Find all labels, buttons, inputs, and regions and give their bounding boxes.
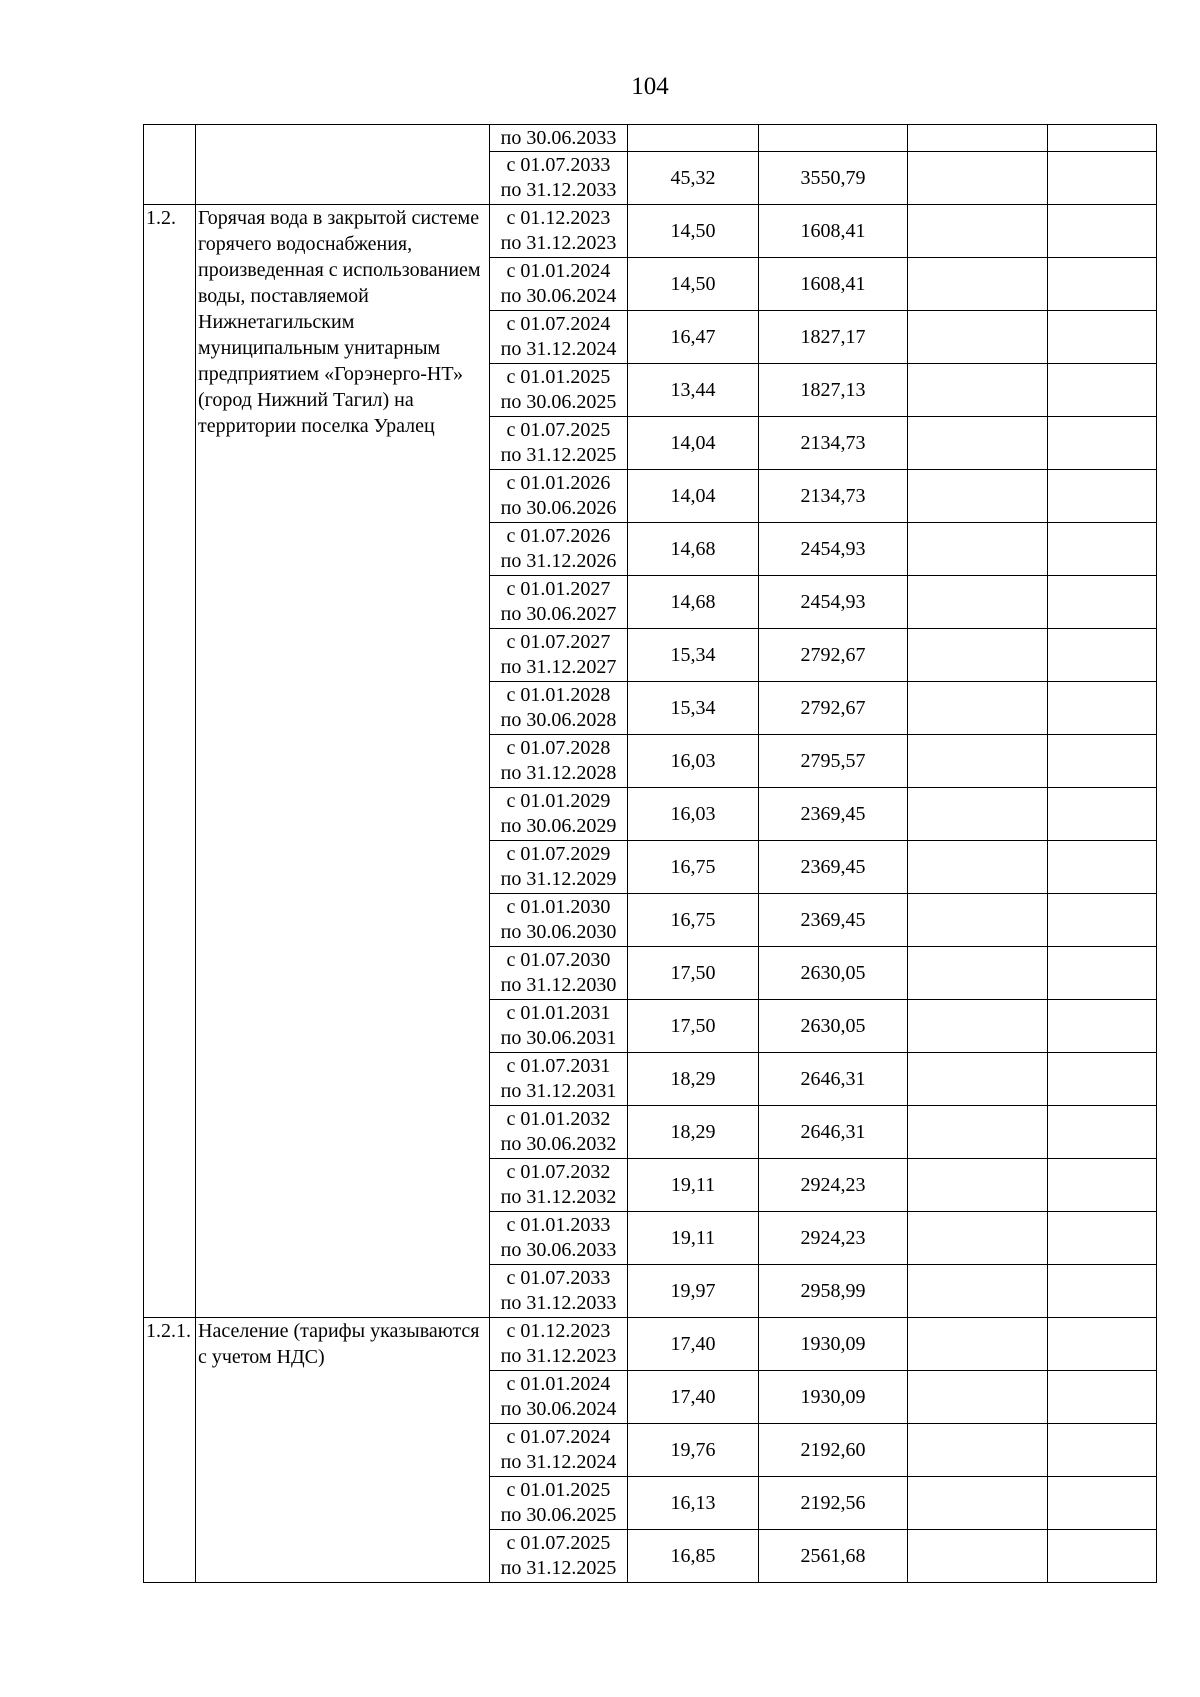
period-cell [490, 841, 628, 894]
period-line: по 30.06.2033 [500, 126, 617, 149]
period-line: по 31.12.2029 [500, 868, 617, 890]
value-cell-2: 2924,23 [759, 1212, 908, 1265]
value-cell-2: 2192,60 [759, 1424, 908, 1477]
empty-cell [1048, 1371, 1157, 1424]
period-cell [490, 417, 628, 470]
period-line: по 31.12.2033 [500, 1292, 617, 1314]
period-cell [490, 894, 628, 947]
period-cell [490, 576, 628, 629]
empty-cell [1048, 788, 1157, 841]
period-line: по 31.12.2033 [500, 179, 617, 201]
empty-cell [908, 205, 1048, 258]
value-cell-1: 16,03 [628, 735, 759, 788]
empty-cell [908, 735, 1048, 788]
period-line: с 01.07.2029 [506, 843, 611, 865]
empty-cell [908, 364, 1048, 417]
empty-cell [908, 894, 1048, 947]
period-line: по 31.12.2023 [500, 1345, 617, 1367]
value-cell-2: 2958,99 [759, 1265, 908, 1318]
period-line: по 31.12.2023 [500, 232, 617, 254]
empty-cell [908, 523, 1048, 576]
empty-cell [1048, 470, 1157, 523]
value-cell-1: 16,47 [628, 311, 759, 364]
period-line: по 31.12.2028 [500, 762, 617, 784]
empty-cell [1048, 523, 1157, 576]
empty-cell [1048, 1000, 1157, 1053]
value-cell-1: 17,50 [628, 947, 759, 1000]
period-line: по 30.06.2029 [500, 815, 617, 837]
period-line: по 30.06.2030 [500, 921, 617, 943]
value-cell-1: 17,40 [628, 1371, 759, 1424]
empty-cell [908, 1371, 1048, 1424]
period-cell [490, 125, 628, 152]
period-cell [490, 205, 628, 258]
value-cell-2: 2369,45 [759, 788, 908, 841]
item-name: Горячая вода в закрытой системе горячего водоснабжения, произведенная с использованием воды, поставляемой Нижнетагильским муниципальным унитарным предприятием «Горэнерго-НТ» (город Нижний Тагил) на территории поселка Уралец [196, 205, 490, 1318]
value-cell-2: 1930,09 [759, 1371, 908, 1424]
period-line: с 01.07.2025 [506, 419, 611, 441]
period-line: с 01.01.2026 [506, 472, 611, 494]
value-cell-2: 2561,68 [759, 1530, 908, 1583]
period-line: с 01.07.2031 [506, 1055, 611, 1077]
empty-cell [1048, 735, 1157, 788]
item-number: 1.2.1. [144, 1318, 196, 1583]
period-line: по 31.12.2024 [500, 1451, 617, 1473]
empty-cell [1048, 311, 1157, 364]
empty-cell [1048, 894, 1157, 947]
value-cell-1: 17,50 [628, 1000, 759, 1053]
value-cell-2: 2134,73 [759, 417, 908, 470]
value-cell-1: 16,75 [628, 894, 759, 947]
period-line: с 01.01.2028 [506, 684, 611, 706]
period-cell [490, 1371, 628, 1424]
value-cell-1: 19,76 [628, 1424, 759, 1477]
period-line: по 30.06.2024 [500, 1398, 617, 1420]
period-cell [490, 1159, 628, 1212]
period-cell [490, 1530, 628, 1583]
period-line: по 30.06.2025 [500, 391, 617, 413]
empty-cell [1048, 1159, 1157, 1212]
empty-cell [908, 841, 1048, 894]
value-cell-1: 15,34 [628, 682, 759, 735]
period-cell [490, 1265, 628, 1318]
item-name: Население (тарифы указываются с учетом НДС) [196, 1318, 490, 1583]
empty-cell [1048, 1424, 1157, 1477]
period-line: с 01.07.2027 [506, 631, 611, 653]
value-cell-2: 2454,93 [759, 523, 908, 576]
value-cell-1: 14,50 [628, 205, 759, 258]
period-line: с 01.01.2032 [506, 1108, 611, 1130]
empty-cell [908, 1530, 1048, 1583]
empty-cell [1048, 1265, 1157, 1318]
empty-cell [908, 470, 1048, 523]
value-cell-2: 1608,41 [759, 205, 908, 258]
period-line: с 01.01.2024 [506, 1373, 611, 1395]
value-cell-1: 16,75 [628, 841, 759, 894]
period-cell [490, 682, 628, 735]
value-cell-2: 2454,93 [759, 576, 908, 629]
period-cell [490, 1106, 628, 1159]
period-line: по 31.12.2024 [500, 338, 617, 360]
period-line: по 30.06.2033 [500, 1239, 617, 1261]
period-line: с 01.07.2030 [506, 949, 611, 971]
period-line: с 01.01.2024 [506, 260, 611, 282]
period-cell [490, 311, 628, 364]
period-cell [490, 788, 628, 841]
empty-cell [1048, 125, 1157, 152]
empty-cell [908, 1106, 1048, 1159]
value-cell-1: 14,50 [628, 258, 759, 311]
period-line: с 01.01.2025 [506, 366, 611, 388]
table-row [144, 205, 1157, 258]
period-line: с 01.07.2033 [506, 1267, 611, 1289]
period-cell [490, 1424, 628, 1477]
value-cell-1: 15,34 [628, 629, 759, 682]
period-line: с 01.12.2023 [506, 1320, 611, 1342]
period-line: с 01.07.2033 [506, 154, 611, 176]
period-line: с 01.07.2032 [506, 1161, 611, 1183]
empty-cell [1048, 576, 1157, 629]
empty-cell [908, 1000, 1048, 1053]
empty-cell [1048, 1318, 1157, 1371]
period-cell [490, 1053, 628, 1106]
empty-cell [908, 258, 1048, 311]
empty-cell [1048, 1530, 1157, 1583]
value-cell-1: 19,97 [628, 1265, 759, 1318]
empty-cell [1048, 258, 1157, 311]
empty-cell [1048, 1212, 1157, 1265]
empty-cell [1048, 1477, 1157, 1530]
value-cell-2: 2646,31 [759, 1106, 908, 1159]
empty-cell [908, 1053, 1048, 1106]
table-row [144, 1318, 1157, 1371]
empty-cell [908, 1318, 1048, 1371]
period-cell [490, 1318, 628, 1371]
empty-cell [1048, 152, 1157, 205]
item-number [144, 125, 196, 205]
value-cell-1: 17,40 [628, 1318, 759, 1371]
period-cell [490, 1000, 628, 1053]
period-line: по 31.12.2031 [500, 1080, 617, 1102]
period-line: по 31.12.2026 [500, 550, 617, 572]
value-cell-2: 2369,45 [759, 894, 908, 947]
period-line: с 01.07.2024 [506, 1426, 611, 1448]
period-line: с 01.01.2025 [506, 1479, 611, 1501]
period-line: с 01.01.2033 [506, 1214, 611, 1236]
value-cell-2: 2630,05 [759, 947, 908, 1000]
empty-cell [908, 1212, 1048, 1265]
value-cell-2 [759, 125, 908, 152]
value-cell-1: 16,03 [628, 788, 759, 841]
empty-cell [1048, 1053, 1157, 1106]
value-cell-1: 19,11 [628, 1212, 759, 1265]
period-line: с 01.07.2028 [506, 737, 611, 759]
value-cell-1: 18,29 [628, 1106, 759, 1159]
value-cell-1: 14,68 [628, 576, 759, 629]
empty-cell [1048, 417, 1157, 470]
empty-cell [908, 311, 1048, 364]
value-cell-2: 1930,09 [759, 1318, 908, 1371]
empty-cell [1048, 947, 1157, 1000]
empty-cell [908, 1477, 1048, 1530]
value-cell-2: 1827,17 [759, 311, 908, 364]
value-cell-1: 18,29 [628, 1053, 759, 1106]
page-number: 104 [631, 73, 669, 100]
period-line: по 31.12.2025 [500, 1557, 617, 1579]
value-cell-2: 2630,05 [759, 1000, 908, 1053]
empty-cell [1048, 1106, 1157, 1159]
value-cell-2: 3550,79 [759, 152, 908, 205]
period-line: по 30.06.2024 [500, 285, 617, 307]
period-line: с 01.01.2030 [506, 896, 611, 918]
empty-cell [908, 1159, 1048, 1212]
period-cell [490, 523, 628, 576]
period-line: с 01.01.2027 [506, 578, 611, 600]
value-cell-2: 1827,13 [759, 364, 908, 417]
empty-cell [908, 1265, 1048, 1318]
period-line: по 30.06.2028 [500, 709, 617, 731]
empty-cell [908, 682, 1048, 735]
value-cell-1 [628, 125, 759, 152]
value-cell-1: 14,68 [628, 523, 759, 576]
period-line: по 30.06.2026 [500, 497, 617, 519]
period-line: по 30.06.2027 [500, 603, 617, 625]
empty-cell [908, 576, 1048, 629]
period-line: по 31.12.2025 [500, 444, 617, 466]
empty-cell [908, 125, 1048, 152]
period-line: с 01.12.2023 [506, 207, 611, 229]
period-line: по 30.06.2025 [500, 1504, 617, 1526]
empty-cell [908, 152, 1048, 205]
period-cell [490, 258, 628, 311]
period-line: с 01.07.2024 [506, 313, 611, 335]
period-cell [490, 947, 628, 1000]
value-cell-2: 2369,45 [759, 841, 908, 894]
period-line: по 30.06.2031 [500, 1027, 617, 1049]
empty-cell [908, 788, 1048, 841]
period-cell [490, 1212, 628, 1265]
item-name [196, 125, 490, 205]
period-cell [490, 152, 628, 205]
empty-cell [908, 417, 1048, 470]
table-row [144, 125, 1157, 152]
value-cell-1: 19,11 [628, 1159, 759, 1212]
period-line: по 31.12.2030 [500, 974, 617, 996]
period-line: по 30.06.2032 [500, 1133, 617, 1155]
value-cell-2: 2134,73 [759, 470, 908, 523]
value-cell-2: 2792,67 [759, 629, 908, 682]
period-line: с 01.01.2029 [506, 790, 611, 812]
period-line: с 01.07.2025 [506, 1532, 611, 1554]
empty-cell [1048, 364, 1157, 417]
empty-cell [1048, 682, 1157, 735]
empty-cell [1048, 841, 1157, 894]
period-line: по 31.12.2027 [500, 656, 617, 678]
empty-cell [1048, 629, 1157, 682]
period-cell [490, 629, 628, 682]
value-cell-1: 16,85 [628, 1530, 759, 1583]
empty-cell [908, 1424, 1048, 1477]
value-cell-2: 2792,67 [759, 682, 908, 735]
period-line: по 31.12.2032 [500, 1186, 617, 1208]
period-cell [490, 735, 628, 788]
value-cell-2: 2795,57 [759, 735, 908, 788]
period-line: с 01.01.2031 [506, 1002, 611, 1024]
value-cell-1: 16,13 [628, 1477, 759, 1530]
empty-cell [908, 947, 1048, 1000]
value-cell-2: 2924,23 [759, 1159, 908, 1212]
empty-cell [908, 629, 1048, 682]
value-cell-2: 2192,56 [759, 1477, 908, 1530]
value-cell-2: 1608,41 [759, 258, 908, 311]
tariff-table [143, 124, 1157, 1583]
period-line: с 01.07.2026 [506, 525, 611, 547]
period-cell [490, 364, 628, 417]
period-cell [490, 470, 628, 523]
value-cell-2: 2646,31 [759, 1053, 908, 1106]
value-cell-1: 13,44 [628, 364, 759, 417]
empty-cell [1048, 205, 1157, 258]
value-cell-1: 45,32 [628, 152, 759, 205]
period-cell [490, 1477, 628, 1530]
item-number: 1.2. [144, 205, 196, 1318]
value-cell-1: 14,04 [628, 417, 759, 470]
value-cell-1: 14,04 [628, 470, 759, 523]
